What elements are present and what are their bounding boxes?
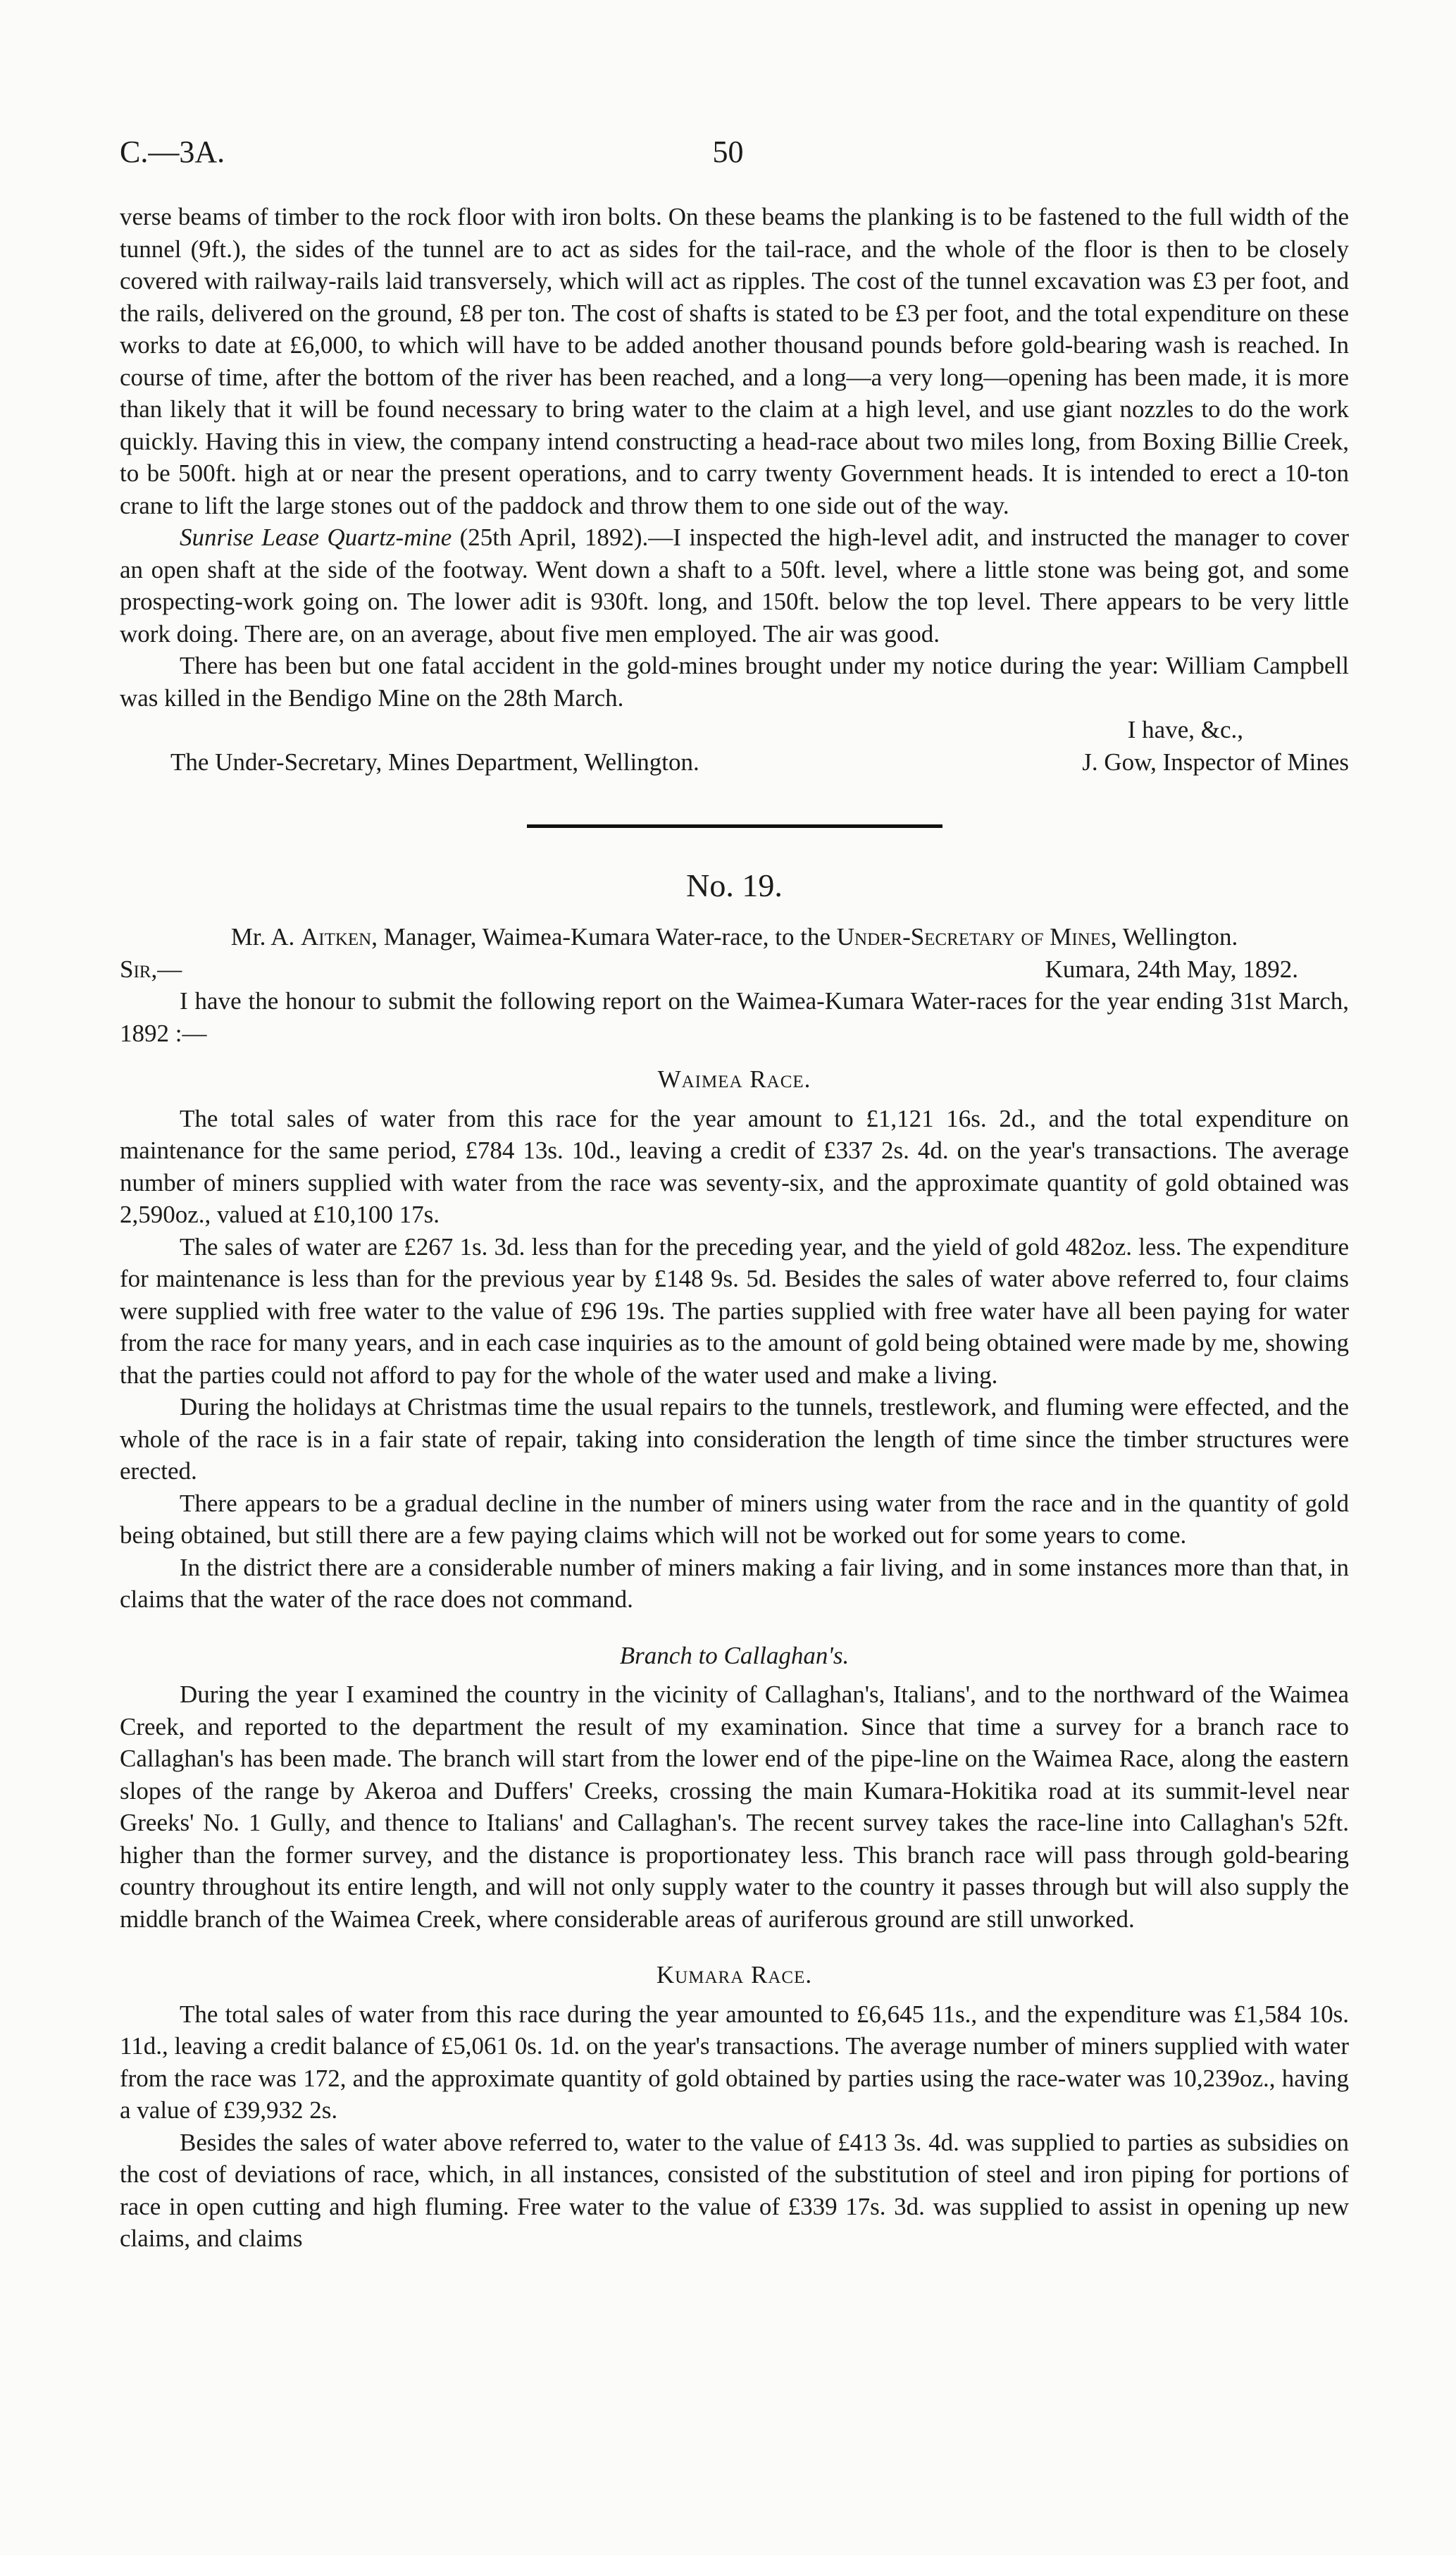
waimea-paragraph-1: The total sales of water from this race for the year amount to £1,121 16s. 2d., and the total expenditure on maintenance for the same period, £784 13s. 10d., leaving a credit of £337 2s. 4d. on the year's transactions. The average number of miners supplied with water from the race was seventy-six, and the approximate quantity of gold obtained was 2,590oz., valued at £10,100 17s. [120, 1104, 1349, 1228]
recipient-name: Under-Secretary of Mines [836, 923, 1111, 951]
waimea-paragraph-5: In the district there are a considerable number of miners making a fair living, and in some instances more than that, in claims that the water of the race does not command. [120, 1553, 1349, 1613]
page-number: 50 [712, 135, 744, 169]
closing-line [120, 714, 1349, 746]
kumara-paragraph-2: Besides the sales of water above referred to, water to the value of £413 3s. 4d. was supplied to parties as subsidies on the cost of deviations of race, which, in all instances, consisted of the substitution of steel and iron piping for portions of race in open cutting and high fluming. Free water to the value of £339 17s. 3d. was supplied to assist in opening up new claims, and claims [120, 2128, 1349, 2252]
sunrise-lease-text: (25th April, 1892).—I inspected the high-level adit, and instructed the manager to cover an open shaft at the side of the footway. Went down a shaft to a 50ft. level, where a little stone was being got, and some prospecting-work going on. The lower adit is 930ft. long, and 150ft. below the top level. There appears to be very little work doing. There are, on an average, about five men employed. The air was good. [120, 524, 1349, 648]
report19-intro: I have the honour to submit the following report on the Waimea-Kumara Water-races for the year ending 31st March, 1892 :— [120, 987, 1349, 1047]
addressee: The Under-Secretary, Mines Department, Wellington. [170, 748, 699, 776]
waimea-race-heading: Waimea Race. [657, 1065, 811, 1093]
waimea-paragraph-4: There appears to be a gradual decline in the number of miners using water from the race and in the quantity of gold being obtained, but still there are a few paying claims which will not be worked out for some years to come. [120, 1489, 1349, 1549]
address-prefix: Mr. A. [230, 923, 301, 951]
salutation-line [120, 953, 1349, 986]
page-header [120, 134, 1336, 176]
waimea-paragraph-3: During the holidays at Christmas time the usual repairs to the tunnels, trestlework, and fluming were effected, and the whole of the race is in a fair state of repair, taking into consideration the length of time since the timber structures were erected. [120, 1393, 1349, 1485]
report18-paragraph-3: There has been but one fatal accident in the gold-mines brought under my notice during the year: William Campbell was killed in the Bendigo Mine on the 28th March. [120, 652, 1349, 712]
report19-title: No. 19. [686, 867, 783, 903]
report18-paragraph-2 [120, 521, 1349, 650]
closing-phrase: I have, &c., [1127, 716, 1243, 743]
sunrise-lease-heading: Sunrise Lease Quartz-mine [180, 524, 452, 551]
waimea-paragraph-2: The sales of water are £267 1s. 3d. less than for the preceding year, and the yield of gold 482oz. less. The expenditure for maintenance is less than for the previous year by £148 9s. 5d. Besides the sales of water above referred to, four claims were supplied with free water to the value of £96 19s. The parties supplied with free water have all been paying for water from the race for many years, and in each case inquiries as to the amount of gold being obtained were made by me, showing that the parties could not afford to pay for the whole of the water used and make a living. [120, 1232, 1349, 1389]
address-suffix: , Wellington. [1110, 923, 1238, 951]
place-date: Kumara, 24th May, 1892. [1045, 955, 1298, 983]
section-divider [527, 824, 942, 828]
kumara-paragraph-1: The total sales of water from this race during the year amounted to £6,645 11s., and the expenditure was £1,584 10s. 11d., leaving a credit balance of £5,061 0s. 1d. on the year's transactions. The average number of miners supplied with water from the race was 172, and the approximate quantity of gold obtained by parties using the race-water was 10,239oz., having a value of £39,932 2s. [120, 2000, 1349, 2124]
report18-paragraph-1: verse beams of timber to the rock floor with iron bolts. On these beams the planking is to be fastened to the full width of the tunnel (9ft.), the sides of the tunnel are to act as sides for the tail-race, and the whole of the floor is then to be closely covered with railway-rails laid transversely, which will act as ripples. The cost of the tunnel excavation was £3 per foot, and the rails, delivered on the ground, £8 per ton. The cost of shafts is stated to be £3 per foot, and the total expenditure on these works to date at £6,000, to which will have to be added another thousand pounds before gold-bearing wash is reached. In course of time, after the bottom of the river has been reached, and a long—a very long—opening has been made, it is more than likely that it will be found necessary to bring water to the claim at a high level, and use giant nozzles to do the work quickly. Having this in view, the company intend constructing a head-race about two miles long, from Boxing Billie Creek, to be 500ft. high at or near the present operations, and to carry twenty Government heads. It is intended to erect a 10-ton crane to lift the large stones out of the paddock and throw them to one side out of the way. [120, 203, 1349, 519]
signature-line [120, 746, 1349, 779]
salutation: Sir,— [120, 955, 182, 983]
report19-address [120, 921, 1349, 953]
branch-paragraph-1: During the year I examined the country in the vicinity of Callaghan's, Italians', and to the northward of the Waimea Creek, and reported to the department the result of my examination. Since that time a survey for a branch race to Callaghan's has been made. The branch will start from the lower end of the pipe-line on the Waimea Race, along the eastern slopes of the range by Akeroa and Duffers' Creeks, crossing the main Kumara-Hokitika road at its summit-level near Greeks' No. 1 Gully, and thence to Italians' and Callaghan's. The recent survey takes the race-line into Callaghan's 52ft. higher than the former survey, and the distance is proportionatey less. This branch race will pass through gold-bearing country throughout its entire length, and will not only supply water to the country it passes through but will also supply the middle branch of the Waimea Creek, where considerable areas of auriferous ground are still unworked. [120, 1681, 1349, 1933]
page-content [120, 201, 1349, 2255]
address-middle: , Manager, Waimea-Kumara Water-race, to the [371, 923, 837, 951]
author-name: Aitken [300, 923, 372, 951]
signature: J. Gow, Inspector of Mines [1082, 748, 1349, 776]
kumara-race-heading: Kumara Race. [656, 1961, 813, 1988]
branch-heading: Branch to Callaghan's. [619, 1641, 850, 1669]
document-reference: C.—3A. [120, 135, 225, 169]
